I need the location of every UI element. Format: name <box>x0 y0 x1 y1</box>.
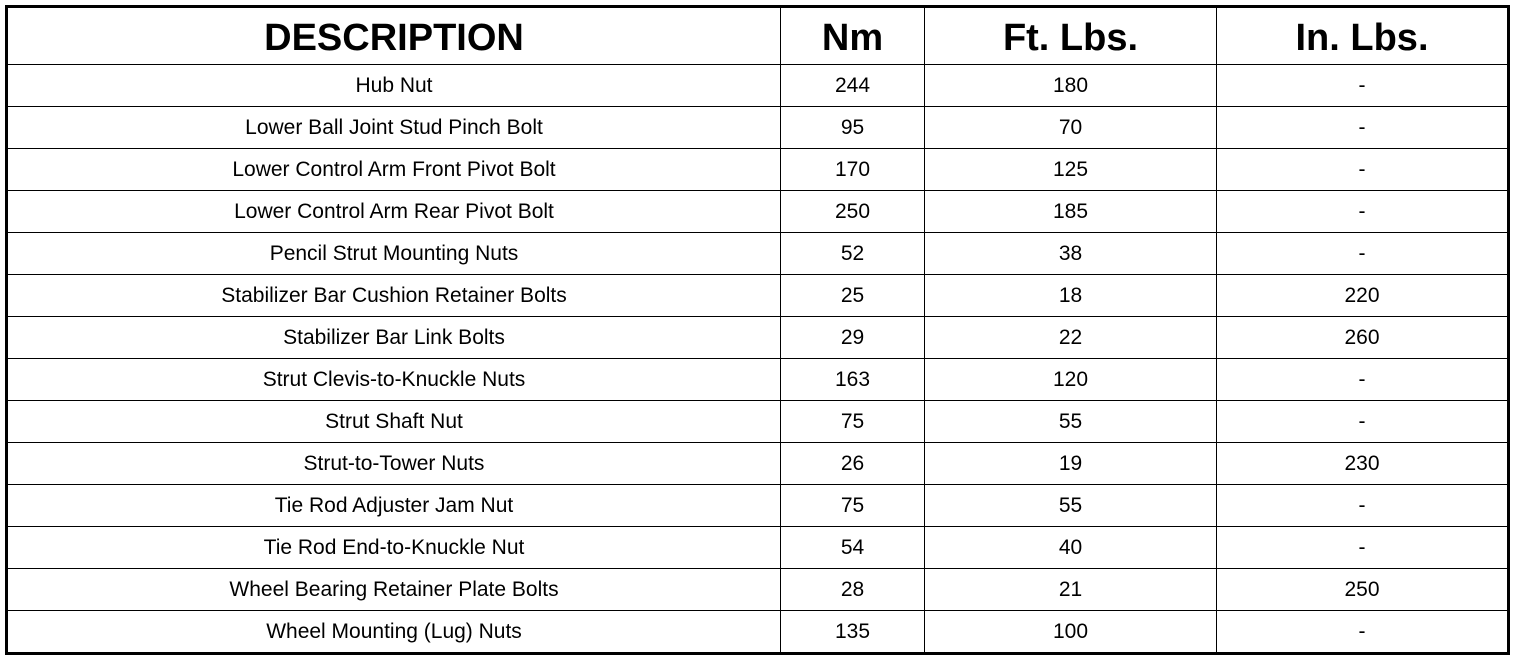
cell-in-lbs: - <box>1217 149 1509 191</box>
header-ft-lbs: Ft. Lbs. <box>925 7 1217 65</box>
cell-nm: 52 <box>781 233 925 275</box>
cell-nm: 25 <box>781 275 925 317</box>
cell-nm: 170 <box>781 149 925 191</box>
header-description: DESCRIPTION <box>7 7 781 65</box>
cell-description: Stabilizer Bar Link Bolts <box>7 317 781 359</box>
cell-in-lbs: 260 <box>1217 317 1509 359</box>
cell-nm: 29 <box>781 317 925 359</box>
table-row <box>7 65 1509 107</box>
cell-description: Lower Ball Joint Stud Pinch Bolt <box>7 107 781 149</box>
cell-description: Tie Rod End-to-Knuckle Nut <box>7 527 781 569</box>
cell-nm: 135 <box>781 611 925 654</box>
cell-ft-lbs: 38 <box>925 233 1217 275</box>
table-row <box>7 359 1509 401</box>
cell-description: Lower Control Arm Rear Pivot Bolt <box>7 191 781 233</box>
cell-ft-lbs: 70 <box>925 107 1217 149</box>
cell-nm: 163 <box>781 359 925 401</box>
cell-in-lbs: 220 <box>1217 275 1509 317</box>
table-row <box>7 611 1509 654</box>
cell-description: Hub Nut <box>7 65 781 107</box>
cell-description: Strut-to-Tower Nuts <box>7 443 781 485</box>
table-body <box>7 65 1509 654</box>
cell-ft-lbs: 18 <box>925 275 1217 317</box>
header-in-lbs: In. Lbs. <box>1217 7 1509 65</box>
torque-spec-table <box>5 5 1510 655</box>
cell-in-lbs: - <box>1217 359 1509 401</box>
table-row <box>7 317 1509 359</box>
cell-in-lbs: 230 <box>1217 443 1509 485</box>
cell-description: Lower Control Arm Front Pivot Bolt <box>7 149 781 191</box>
cell-nm: 75 <box>781 485 925 527</box>
cell-ft-lbs: 185 <box>925 191 1217 233</box>
cell-in-lbs: - <box>1217 527 1509 569</box>
table-row <box>7 191 1509 233</box>
cell-description: Stabilizer Bar Cushion Retainer Bolts <box>7 275 781 317</box>
cell-ft-lbs: 125 <box>925 149 1217 191</box>
cell-ft-lbs: 120 <box>925 359 1217 401</box>
cell-description: Tie Rod Adjuster Jam Nut <box>7 485 781 527</box>
cell-in-lbs: - <box>1217 485 1509 527</box>
table-row <box>7 401 1509 443</box>
table-row <box>7 275 1509 317</box>
cell-description: Pencil Strut Mounting Nuts <box>7 233 781 275</box>
table-row <box>7 485 1509 527</box>
cell-nm: 250 <box>781 191 925 233</box>
table-row <box>7 233 1509 275</box>
cell-in-lbs: 250 <box>1217 569 1509 611</box>
table-row <box>7 569 1509 611</box>
cell-in-lbs: - <box>1217 611 1509 654</box>
cell-ft-lbs: 19 <box>925 443 1217 485</box>
cell-ft-lbs: 55 <box>925 401 1217 443</box>
cell-description: Wheel Bearing Retainer Plate Bolts <box>7 569 781 611</box>
cell-ft-lbs: 22 <box>925 317 1217 359</box>
header-row <box>7 7 1509 65</box>
cell-ft-lbs: 180 <box>925 65 1217 107</box>
cell-ft-lbs: 55 <box>925 485 1217 527</box>
cell-in-lbs: - <box>1217 65 1509 107</box>
cell-nm: 26 <box>781 443 925 485</box>
cell-description: Strut Clevis-to-Knuckle Nuts <box>7 359 781 401</box>
cell-in-lbs: - <box>1217 233 1509 275</box>
cell-nm: 244 <box>781 65 925 107</box>
cell-in-lbs: - <box>1217 401 1509 443</box>
cell-ft-lbs: 100 <box>925 611 1217 654</box>
cell-description: Strut Shaft Nut <box>7 401 781 443</box>
table-row <box>7 527 1509 569</box>
cell-nm: 95 <box>781 107 925 149</box>
cell-nm: 75 <box>781 401 925 443</box>
cell-description: Wheel Mounting (Lug) Nuts <box>7 611 781 654</box>
cell-nm: 28 <box>781 569 925 611</box>
cell-ft-lbs: 21 <box>925 569 1217 611</box>
header-nm: Nm <box>781 7 925 65</box>
cell-ft-lbs: 40 <box>925 527 1217 569</box>
table-row <box>7 443 1509 485</box>
cell-nm: 54 <box>781 527 925 569</box>
cell-in-lbs: - <box>1217 191 1509 233</box>
table-row <box>7 107 1509 149</box>
cell-in-lbs: - <box>1217 107 1509 149</box>
table-row <box>7 149 1509 191</box>
